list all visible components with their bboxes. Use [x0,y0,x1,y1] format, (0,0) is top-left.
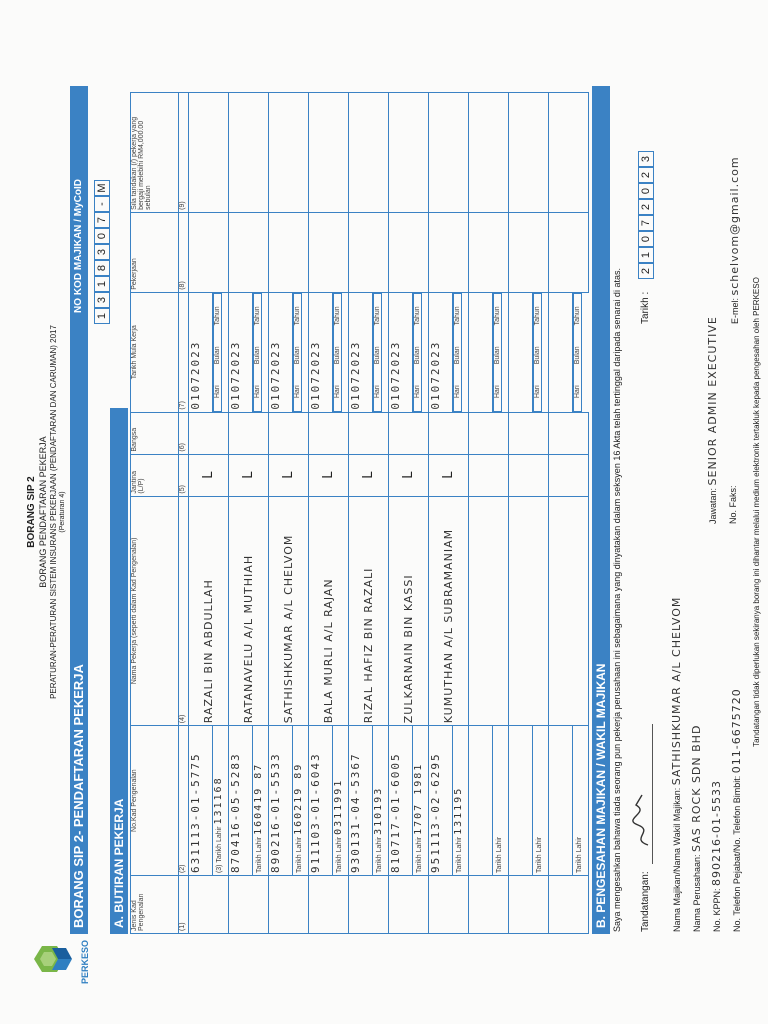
signing-date-digit: 2 [638,167,654,183]
employee-row [229,93,253,934]
signing-date-digit: 2 [638,263,654,279]
kppn-label: No. KPPN: [712,888,722,932]
employee-name[interactable] [509,496,549,726]
ic-number[interactable]: 951113-02-6295 [429,726,453,876]
start-date[interactable]: 01072023 [309,292,333,412]
gender-value[interactable]: L [269,454,309,496]
employer-code-char: 1 [94,308,110,324]
employee-row [349,93,373,934]
day-label: Hari [294,385,301,399]
ic-number[interactable] [469,726,493,876]
dob-label: Tarikh Lahir [416,836,423,874]
signature-label: Tandatangan: [640,871,651,932]
employee-name[interactable]: KUMUTHAN A/L SUBRAMANIAM [429,496,469,726]
year-label: Tahun [414,306,421,326]
gender-value[interactable]: L [389,454,429,496]
day-label: Hari [414,385,421,399]
start-date[interactable]: 01072023 [349,292,373,412]
start-date[interactable]: 01072023 [189,292,213,412]
month-label: Bulan [214,346,221,365]
dob-value[interactable]: 160219 89 [293,762,304,835]
form-bar: BORANG SIP 2- PENDAFTARAN PEKERJA [70,408,88,934]
race-cell[interactable] [349,412,389,454]
race-cell[interactable] [509,412,549,454]
email-value: schelvom@gmail.com [728,156,741,296]
day-label: Hari [334,385,341,399]
start-date[interactable]: 01072023 [269,292,293,412]
race-cell[interactable] [549,412,589,454]
signing-date [636,151,654,279]
start-date[interactable] [549,292,573,412]
employer-code-char: 1 [94,276,110,292]
ic-number[interactable]: 890216-01-5533 [269,726,293,876]
id-type-cell[interactable] [549,876,589,934]
dob-label: Tarikh Lahir [496,836,503,874]
employee-name[interactable]: ZULKARNAIN BIN KASSI [389,496,429,726]
column-number: (9) [179,93,189,213]
id-type-cell[interactable] [229,876,269,934]
date-label: Tarikh : [640,291,651,324]
section-b-title: B. PENGESAHAN MAJIKAN / WAKIL MAJIKAN [592,86,610,934]
kppn-value: 890216-01-5533 [710,780,723,886]
ic-number[interactable]: 911103-01-6043 [309,726,333,876]
month-label: Bulan [414,346,421,365]
dob-label: Tarikh Lahir [536,836,543,874]
column-number: (6) [179,412,189,454]
id-type-cell[interactable] [389,876,429,934]
employer-code-char: 7 [94,212,110,228]
gender-value[interactable] [549,454,589,496]
employee-row [549,93,573,934]
year-label: Tahun [294,306,301,326]
col-header-race: Bangsa [131,412,179,454]
col-header-ic: No.Kad Pengenalan [131,726,179,876]
start-date[interactable] [469,292,493,412]
employee-name[interactable]: RIZAL HAFIZ BIN RAZALI [349,496,389,726]
month-label: Bulan [454,346,461,365]
dob-value[interactable]: 160419 87 [253,762,264,835]
id-type-cell[interactable] [469,876,509,934]
dob-value[interactable]: 310193 [373,786,384,835]
ic-number[interactable]: 810717-01-6005 [389,726,413,876]
ic-number[interactable] [549,726,573,876]
id-type-cell[interactable] [429,876,469,934]
ic-number[interactable]: 870416-05-5283 [229,726,253,876]
footer-note: Tandatangan tidak diperlukan sekiranya borang ini dihantar melalui medium elektronik tertakluk kepada pengesahan oleh PERKESO [752,277,761,747]
high-salary-cell[interactable] [309,93,349,213]
column-number: (2) [179,726,189,876]
employee-row [389,93,413,934]
phone-value: 011-6675720 [730,688,743,774]
id-type-cell[interactable] [349,876,389,934]
regulation-sub: (Peraturan 4) [59,491,66,533]
employee-row [429,93,453,934]
month-label: Bulan [334,346,341,365]
signature-mark [628,789,661,849]
gender-value[interactable]: L [189,454,229,496]
column-number: (8) [179,212,189,292]
dob-label: Tarikh Lahir [256,836,263,874]
logo-text: PERKESO [80,939,90,984]
gender-value[interactable]: L [229,454,269,496]
month-label: Bulan [374,346,381,365]
day-label: Hari [494,385,501,399]
dob-label: Tarikh Lahir [576,836,583,874]
employee-name[interactable]: RATANAVELU A/L MUTHIAH [229,496,269,726]
high-salary-cell[interactable] [509,93,549,213]
occupation-cell[interactable] [309,212,349,292]
signing-date-digit: 7 [638,215,654,231]
fax-label: No. Faks: [728,485,738,524]
year-label: Tahun [374,306,381,326]
high-salary-cell[interactable] [349,93,389,213]
section-a-title: A. BUTIRAN PEKERJA [110,408,128,934]
email-label: E-mel: [730,297,740,324]
occupation-cell[interactable] [549,212,589,292]
day-label: Hari [454,385,461,399]
occupation-cell[interactable] [509,212,549,292]
occupation-cell[interactable] [469,212,509,292]
id-type-cell[interactable] [269,876,309,934]
race-cell[interactable] [389,412,429,454]
id-type-cell[interactable] [509,876,549,934]
gender-value[interactable] [469,454,509,496]
col-header-gender: Jantina (L/P) [131,454,179,496]
company-label: Nama Perusahaan: [692,854,702,932]
high-salary-cell[interactable] [469,93,509,213]
occupation-cell[interactable] [349,212,389,292]
employee-row [189,93,213,934]
high-salary-cell[interactable] [389,93,429,213]
gender-value[interactable]: L [309,454,349,496]
employer-code-label: NO KOD MAJIKAN / MyCoID [70,86,88,412]
column-number: (5) [179,454,189,496]
high-salary-cell[interactable] [189,93,229,213]
signing-date-digit: 3 [638,151,654,167]
employer-code-char: 3 [94,292,110,308]
form-title: BORANG SIP 2 [26,476,37,548]
high-salary-cell[interactable] [429,93,469,213]
column-number: (7) [179,292,189,412]
employee-name[interactable] [469,496,509,726]
occupation-cell[interactable] [189,212,229,292]
position-label: Jawatan: [708,487,718,524]
employer-name-value: SATHISHKUMAR A/L CHELVOM [670,596,683,786]
start-date[interactable]: 01072023 [429,292,453,412]
employer-code-char: 8 [94,260,110,276]
start-date[interactable] [509,292,533,412]
race-cell[interactable] [269,412,309,454]
signing-date-digit: 0 [638,183,654,199]
col-header-name: Nama Pekerja (seperti dalam Kad Pengenalan) [131,496,179,726]
phone-label: No. Telefon Pejabat/No. Telefon Bimbit: [732,775,742,932]
dob-label: Tarikh Lahir [376,836,383,874]
signing-date-digit: 1 [638,247,654,263]
gender-value[interactable] [509,454,549,496]
year-label: Tahun [334,306,341,326]
employer-name-label: Nama Majikan/Nama Wakil Majikan: [672,787,682,932]
day-label: Hari [374,385,381,399]
occupation-cell[interactable] [269,212,309,292]
day-label: Hari [254,385,261,399]
high-salary-cell[interactable] [229,93,269,213]
year-label: Tahun [214,306,221,326]
employee-row [269,93,293,934]
col-header-high-salary: Sila tandakan (/) pekerja yang bergaji melebihi RM4,000.00 sebulan [131,93,179,213]
race-cell[interactable] [309,412,349,454]
month-label: Bulan [254,346,261,365]
employer-code-char: M [94,180,110,196]
year-label: Tahun [254,306,261,326]
month-label: Bulan [294,346,301,365]
col-header-id-type: Jenis Kad Pengenalan [131,876,179,934]
race-cell[interactable] [429,412,469,454]
employee-row [509,93,533,934]
employee-row [469,93,493,934]
start-date[interactable]: 01072023 [229,292,253,412]
race-cell[interactable] [189,412,229,454]
col-header-occupation: Pekerjaan [131,212,179,292]
occupation-cell[interactable] [429,212,469,292]
gender-value[interactable]: L [349,454,389,496]
employee-name[interactable]: SATHISHKUMAR A/L CHELVOM [269,496,309,726]
employee-table [130,92,589,934]
signing-date-digit: 2 [638,199,654,215]
year-label: Tahun [494,306,501,326]
regulation-title: PERATURAN-PERATURAN SISTEM INSURANS PEKERJAAN (PENDAFTARAN DAN CARUMAN) 2017 [49,325,58,699]
ic-number[interactable]: 631113-01-5775 [189,726,213,876]
id-type-cell[interactable] [309,876,349,934]
high-salary-cell[interactable] [269,93,309,213]
month-label: Bulan [534,346,541,365]
employer-code-char: 0 [94,228,110,244]
year-label: Tahun [574,306,581,326]
occupation-cell[interactable] [229,212,269,292]
column-number: (4) [179,496,189,726]
gender-value[interactable]: L [429,454,469,496]
dob-label: (3) Tarikh Lahir [216,826,223,874]
occupation-cell[interactable] [389,212,429,292]
employee-name[interactable]: RAZALI BIN ABDULLAH [189,496,229,726]
dob-label: Tarikh Lahir [336,836,343,874]
dob-value[interactable]: 0311991 [333,778,344,835]
month-label: Bulan [494,346,501,365]
start-date[interactable]: 01072023 [389,292,413,412]
employer-code-char: - [94,196,110,212]
employee-name[interactable] [549,496,589,726]
month-label: Bulan [574,346,581,365]
dob-label: Tarikh Lahir [456,836,463,874]
employer-code-char: 3 [94,244,110,260]
employee-row [309,93,333,934]
position-value: SENIOR ADMIN EXECUTIVE [706,316,719,486]
company-value: SAS ROCK SDN BHD [690,724,703,852]
form-subtitle: BORANG PENDAFTARAN PEKERJA [38,436,48,588]
certification-statement: Saya mengesahkan bahawa tiada seorang pun pekerja perusahaan ini sebagaimana yang dinyatakan dalam seksyen 16 Akta telah tertinggal daripada senarai di atas. [612,268,622,932]
dob-label: Tarikh Lahir [296,836,303,874]
dob-value[interactable]: 1707 1981 [413,762,424,835]
year-label: Tahun [454,306,461,326]
signing-date-digit: 0 [638,231,654,247]
high-salary-cell[interactable] [549,93,589,213]
employer-code-boxes [92,180,110,324]
day-label: Hari [534,385,541,399]
day-label: Hari [214,385,221,399]
year-label: Tahun [534,306,541,326]
dob-value[interactable]: 131168 [213,776,224,825]
dob-value[interactable]: 131195 [453,786,464,835]
ic-number[interactable]: 930131-04-5367 [349,726,373,876]
race-cell[interactable] [229,412,269,454]
day-label: Hari [574,385,581,399]
id-type-cell[interactable] [189,876,229,934]
col-header-start-date: Tarikh Mula Kerja [131,292,179,412]
race-cell[interactable] [469,412,509,454]
column-number: (1) [179,876,189,934]
employee-name[interactable]: BALA MURLI A/L RAJAN [309,496,349,726]
ic-number[interactable] [509,726,533,876]
